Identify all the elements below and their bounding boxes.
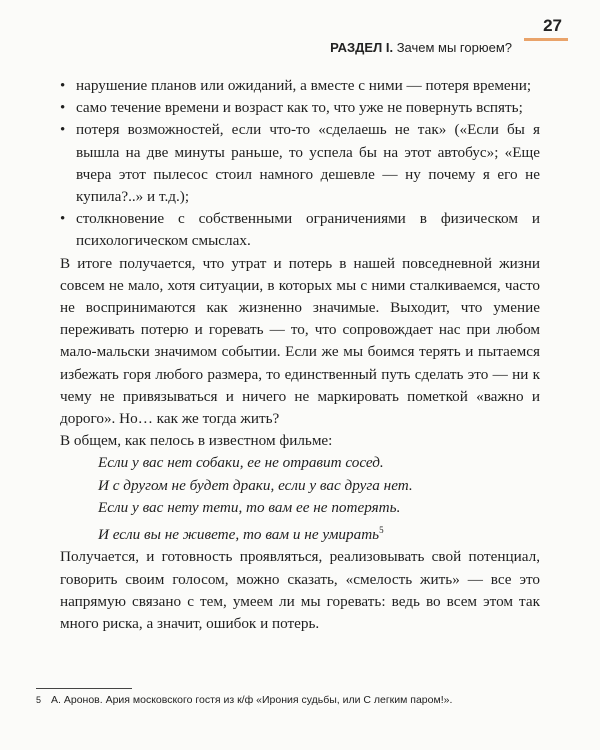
poem-line: И с другом не будет драки, если у вас друга нет. [98,476,413,494]
footnote-divider [36,688,132,689]
bullet-list [60,75,540,253]
footnote [36,694,576,706]
section-label: РАЗДЕЛ I. [330,40,394,55]
poem-line: И если вы не живете, то вам и не умирать [98,526,380,544]
page-number: 27 [543,16,562,35]
header-accent-bar [524,38,568,41]
poem-line: Если у вас нет собаки, ее не отравит сосед. [98,454,384,472]
footnote-mark: 5 [36,695,42,705]
running-header [330,40,512,55]
bullet-item: • потеря возможностей, если что-то «сделаешь не так» («Если бы я вышла на две минуты раньше, то успела бы на этот автобус»; «Еще вчера этот пылесос стоил намного дешевле — ну почему я его не купила?..» и т.д.); [60,119,540,208]
bullet-item: • столкновение с собственными ограничениями в физическом и психологическом смыслах. [60,208,540,252]
bullet-item: • нарушение планов или ожиданий, а вместе с ними — потеря времени; [60,75,540,97]
footnote-reference[interactable]: 5 [379,525,384,536]
bullet-item: • само течение времени и возраст как то, что уже не повернуть вспять; [60,97,540,119]
paragraph-song-intro: В общем, как пелось в известном фильме: [60,432,333,450]
poem-line-last [98,519,540,546]
poem-quote [98,452,540,546]
section-title: Зачем мы горюем? [396,40,512,55]
paragraph-losses: В итоге получается, что утрат и потерь в нашей повседневной жизни совсем не мало, хотя ситуации, в которых мы с ними сталкиваемся, часто не воспринимаются как жизненно значимые. Выходит, что умение переживать потерю и горевать — то, что сопровождает нас при любом мало-мальски значимом событии. Если же мы боимся терять и пытаемся избежать горя любого размера, то единственный путь сделать это — ни к чему не привязываться и ничего не маркировать пометкой «важно и дорого». Но… как же тогда жить? [60,254,540,428]
page-body [60,75,540,635]
paragraph-conclusion: Получается, и готовность проявляться, реализовывать свой потенциал, говорить своим голосом, можно сказать, «смелость жить» — все это напрямую связано с тем, умеем ли мы горевать: ведь во всем этом так много риска, а значит, ошибок и потерь. [60,548,540,632]
poem-line: Если у вас нету тети, то вам ее не потерять. [98,498,401,516]
footnote-text: А. Аронов. Ария московского гостя из к/ф «Ирония судьбы, или С легким паром!». [51,694,453,706]
